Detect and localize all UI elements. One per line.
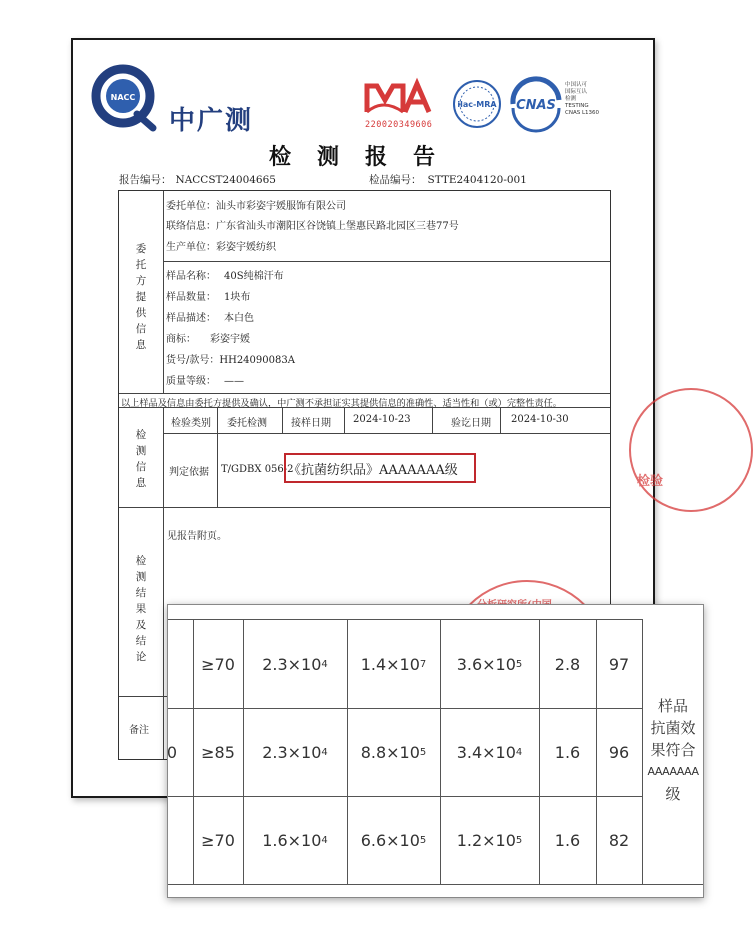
count-c-cell: 3.6×10 5	[456, 654, 523, 674]
client-row: 生产单位：彩姿宇媛纺织	[166, 242, 276, 253]
report-number-row: 报告编号： NACCST24004665	[119, 174, 276, 186]
cnas-caption: 中国认可 国际互认 检测 TESTING CNAS L1360	[565, 82, 600, 116]
client-row: 样品数量： 1块布	[166, 292, 251, 303]
cnas-mark-icon	[509, 78, 563, 130]
category-label: 检验类别	[171, 418, 211, 429]
received-label: 接样日期	[291, 418, 331, 429]
count-b-cell: 8.8×10 5	[360, 743, 427, 762]
ilac-mra-icon	[451, 78, 503, 130]
category-value: 委托检测	[227, 418, 267, 429]
count-b-cell: 1.4×10 7	[360, 654, 427, 674]
company-logo-text: 中广测	[169, 106, 254, 136]
client-section-label: 委托方提供信息	[135, 243, 147, 351]
count-c-cell: 3.4×10 4	[456, 743, 523, 762]
nacc-logo-icon	[91, 62, 161, 132]
svg-text:CNAS: CNAS	[516, 98, 556, 113]
received-date: 2024-10-23	[353, 414, 411, 425]
cma-number: 220020349606	[365, 120, 433, 130]
count-c-cell: 1.2×10 5	[456, 831, 523, 850]
report-title: 检测报告	[269, 144, 462, 170]
inspection-stamp-icon: 检验	[629, 388, 753, 512]
results-detail-table	[167, 604, 704, 898]
client-row: 委托单位：汕头市彩姿宇媛服饰有限公司	[166, 201, 346, 212]
value-d-cell: 2.8	[554, 654, 581, 674]
client-row: 样品名称： 40S纯棉汗布	[166, 271, 284, 282]
completed-label: 验讫日期	[451, 418, 491, 429]
rate-cell: 82	[608, 831, 630, 850]
disclaimer-text: 以上样品及信息由委托方提供及确认，中广测不承担证实其提供信息的准确性、适当性和（或）完整性责任。	[121, 398, 562, 409]
client-row: 联络信息：广东省汕头市潮阳区谷饶镇上堡惠民路北园区三巷77号	[166, 221, 459, 232]
test-info-label: 检测信息	[135, 429, 147, 489]
sample-number-row: 检品编号： STTE2404120-001	[369, 174, 527, 186]
row-fragment: 0	[166, 742, 178, 762]
remarks-label: 备注	[129, 725, 149, 736]
basis-highlight-box: 《抗菌纺织品》AAAAAAA级	[284, 453, 476, 483]
rate-cell: 96	[608, 743, 630, 762]
threshold-cell: ≥70	[201, 654, 235, 674]
basis-prefix: T/GDBX 056-2	[221, 464, 294, 475]
conclusion-cell: 样品 抗菌效 果符合 AAAAAAA 级	[647, 697, 699, 803]
svg-text:ilac-MRA: ilac-MRA	[457, 100, 497, 109]
count-a-cell: 1.6×10 4	[262, 831, 328, 850]
value-d-cell: 1.6	[554, 831, 581, 850]
count-a-cell: 2.3×10 4	[262, 743, 328, 762]
count-a-cell: 2.3×10 4	[262, 654, 328, 674]
results-label: 检测结果及结论	[135, 555, 147, 663]
basis-label: 判定依据	[169, 467, 209, 478]
client-row: 货号/款号：HH24090083A	[166, 355, 295, 366]
svg-text:NACC: NACC	[110, 93, 136, 102]
value-d-cell: 1.6	[554, 743, 581, 762]
client-row: 商标： 彩姿宇媛	[166, 334, 250, 345]
client-row: 质量等级： ——	[166, 376, 244, 387]
threshold-cell: ≥85	[201, 743, 235, 762]
count-b-cell: 6.6×10 5	[360, 831, 427, 850]
rate-cell: 97	[608, 654, 630, 674]
results-text: 见报告附页。	[167, 531, 227, 542]
threshold-cell: ≥70	[201, 831, 235, 850]
completed-date: 2024-10-30	[511, 414, 569, 425]
client-row: 样品描述： 本白色	[166, 313, 254, 324]
